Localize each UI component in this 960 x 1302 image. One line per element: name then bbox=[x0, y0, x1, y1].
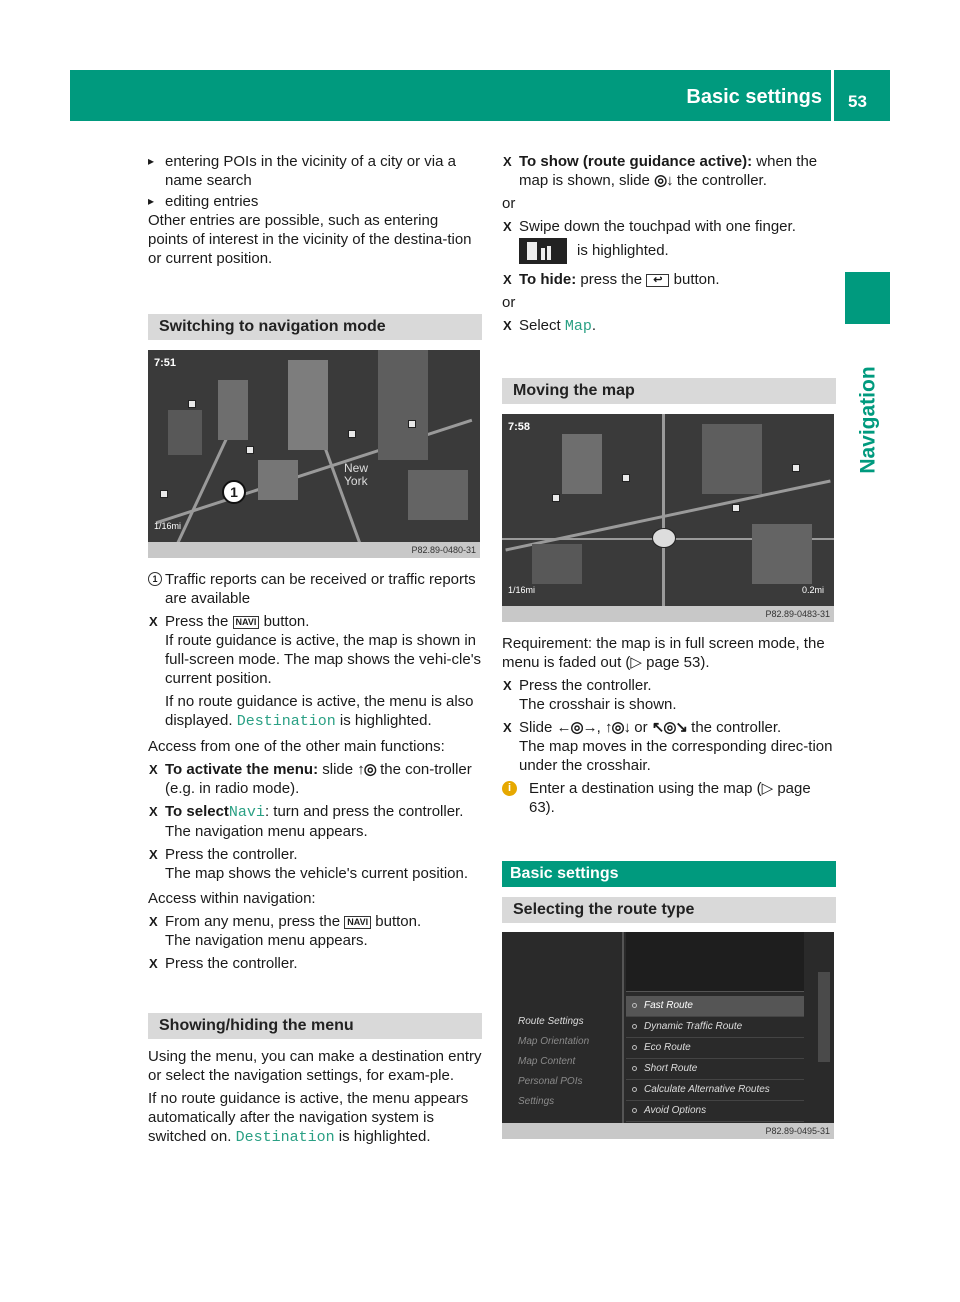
paragraph: Requirement: the map is in full screen mode, the menu is faded out (▷ page 53). bbox=[502, 635, 825, 671]
instruction-step: X From any menu, press the NAVI button. The navigation menu appears. bbox=[149, 913, 422, 949]
poi-icon bbox=[552, 494, 560, 502]
radio-icon bbox=[632, 1024, 637, 1029]
route-type-option[interactable]: Fast Route bbox=[626, 996, 804, 1017]
controller-slide-up-icon: ↑◎ bbox=[357, 761, 376, 778]
right-column bbox=[502, 152, 836, 1139]
crosshair-icon bbox=[652, 528, 676, 548]
section-heading: Switching to navigation mode bbox=[148, 314, 482, 340]
map-clock: 7:58 bbox=[508, 421, 531, 433]
navi-key-icon: NAVI bbox=[344, 916, 371, 929]
map-screenshot-navigation-mode bbox=[148, 350, 480, 558]
radio-icon bbox=[632, 1045, 637, 1050]
callout-number: 1 bbox=[148, 572, 162, 586]
side-chapter-label: Navigation bbox=[856, 366, 879, 474]
settings-menu-item[interactable]: Settings bbox=[518, 1096, 555, 1107]
section-heading-main: Basic settings bbox=[502, 861, 836, 887]
section-heading: Showing/hiding the menu bbox=[148, 1013, 482, 1039]
destination-label: Destination bbox=[235, 1129, 335, 1146]
route-settings-screenshot bbox=[502, 932, 834, 1139]
settings-menu-item[interactable]: Map Content bbox=[518, 1056, 576, 1067]
info-note: i Enter a destination using the map (▷ page 63). bbox=[502, 779, 836, 817]
side-chapter-tab bbox=[845, 272, 890, 324]
info-icon: i bbox=[502, 781, 517, 796]
instruction-step: X Press the controller. bbox=[149, 955, 298, 972]
instruction-step: X Select Map. bbox=[503, 317, 597, 335]
left-column bbox=[148, 152, 482, 1147]
controller-slide-up-down-icon: ↑◎↓ bbox=[604, 719, 631, 736]
section-heading: Moving the map bbox=[502, 378, 836, 404]
route-type-option[interactable]: Dynamic Traffic Route bbox=[626, 1017, 804, 1038]
map-label: Map bbox=[564, 318, 592, 335]
controller-slide-diagonal-icon: ↖◎↘ bbox=[651, 719, 687, 736]
poi-icon bbox=[188, 400, 196, 408]
settings-menu-item[interactable]: Personal POIs bbox=[518, 1076, 583, 1087]
map-clock: 7:51 bbox=[154, 357, 177, 369]
instruction-step: X To activate the menu: slide ↑◎ the con-troller (e.g. in radio mode). bbox=[149, 761, 472, 797]
navi-label: Navi bbox=[228, 804, 265, 821]
route-type-option[interactable]: Eco Route bbox=[626, 1038, 804, 1059]
callout-marker: 1 bbox=[222, 480, 246, 504]
list-item: ▸ entering POIs in the vicinity of a city or via a name search bbox=[148, 152, 482, 190]
settings-menu-item[interactable]: Route Settings bbox=[518, 1016, 584, 1027]
radio-icon bbox=[632, 1087, 637, 1092]
route-type-option[interactable]: Calculate Alternative Routes bbox=[626, 1080, 804, 1101]
instruction-step: X To selectNavi: turn and press the controller. The navigation menu appears. bbox=[149, 803, 464, 840]
instruction-step: X Press the NAVI button. If route guidance is active, the map is shown in full-screen mode. The map shows the vehi-cle's current position. If no route guidance is active, the menu is also displayed. Destination is highlighted. bbox=[149, 613, 482, 730]
instruction-step: X Press the controller. The map shows the vehicle's current position. bbox=[149, 846, 469, 882]
poi-icon bbox=[792, 464, 800, 472]
image-code: P82.89-0480-31 bbox=[411, 545, 476, 555]
poi-icon bbox=[732, 504, 740, 512]
header-title: Basic settings bbox=[686, 86, 822, 108]
map-scale: 1/16mi bbox=[508, 585, 536, 595]
controller-slide-left-right-icon: ←◎→ bbox=[556, 719, 597, 736]
map-scale: 1/16mi bbox=[154, 521, 182, 531]
settings-menu-left bbox=[518, 1012, 622, 1112]
instruction-step: X To hide: press the ↩ button. bbox=[503, 271, 720, 288]
page-number: 53 bbox=[848, 92, 867, 111]
paragraph: Other entries are possible, such as entering points of interest in the vicinity of the destina-tion or current position. bbox=[148, 212, 472, 267]
destination-label: Destination bbox=[236, 713, 336, 730]
map-label: New bbox=[344, 461, 369, 475]
instruction-step: X Slide ←◎→, ↑◎↓ or ↖◎↘ the controller. The map moves in the corresponding direc-tion under the crosshair. bbox=[503, 719, 833, 774]
route-type-option[interactable]: Short Route bbox=[626, 1059, 804, 1080]
paragraph: If no route guidance is active, the menu appears automatically after the navigation system is switched on. Destination is highlighted. bbox=[148, 1090, 469, 1146]
navi-key-icon: NAVI bbox=[233, 616, 260, 629]
poi-icon bbox=[408, 420, 416, 428]
radio-icon bbox=[632, 1066, 637, 1071]
image-code: P82.89-0495-31 bbox=[765, 1126, 830, 1136]
map-screenshot-moving bbox=[502, 414, 834, 622]
paragraph: Access from one of the other main functions: bbox=[148, 738, 445, 755]
poi-icon bbox=[622, 474, 630, 482]
or-text: or bbox=[502, 195, 516, 212]
or-text: or bbox=[502, 294, 516, 311]
controller-slide-down-icon: ◎↓ bbox=[654, 172, 673, 189]
map-distance: 0.2mi bbox=[801, 585, 824, 595]
list-item: ▸ editing entries bbox=[148, 192, 482, 211]
radio-icon bbox=[632, 1108, 637, 1113]
instruction-step: X Press the controller. The crosshair is shown. bbox=[503, 677, 677, 713]
poi-icon bbox=[160, 490, 168, 498]
poi-icon bbox=[246, 446, 254, 454]
back-button-icon: ↩ bbox=[646, 274, 669, 287]
image-code: P82.89-0483-31 bbox=[765, 609, 830, 619]
map-label: York bbox=[344, 474, 368, 488]
radio-icon bbox=[632, 1003, 637, 1008]
section-heading: Selecting the route type bbox=[502, 897, 836, 923]
instruction-step: X Swipe down the touchpad with one finger. is highlighted. bbox=[502, 217, 836, 266]
map-menu-icon bbox=[519, 238, 567, 264]
header-separator bbox=[831, 70, 834, 121]
route-type-option[interactable]: Avoid Options bbox=[626, 1101, 804, 1122]
paragraph: Access within navigation: bbox=[148, 890, 316, 907]
instruction-step: X To show (route guidance active): when the map is shown, slide ◎↓ the controller. bbox=[503, 153, 818, 189]
paragraph: Using the menu, you can make a destination entry or select the navigation settings, for exam-ple. bbox=[148, 1048, 482, 1084]
route-type-menu bbox=[626, 996, 804, 1122]
poi-icon bbox=[348, 430, 356, 438]
legend-item: 1 Traffic reports can be received or traffic reports are available bbox=[148, 570, 482, 608]
settings-menu-item[interactable]: Map Orientation bbox=[518, 1036, 590, 1047]
